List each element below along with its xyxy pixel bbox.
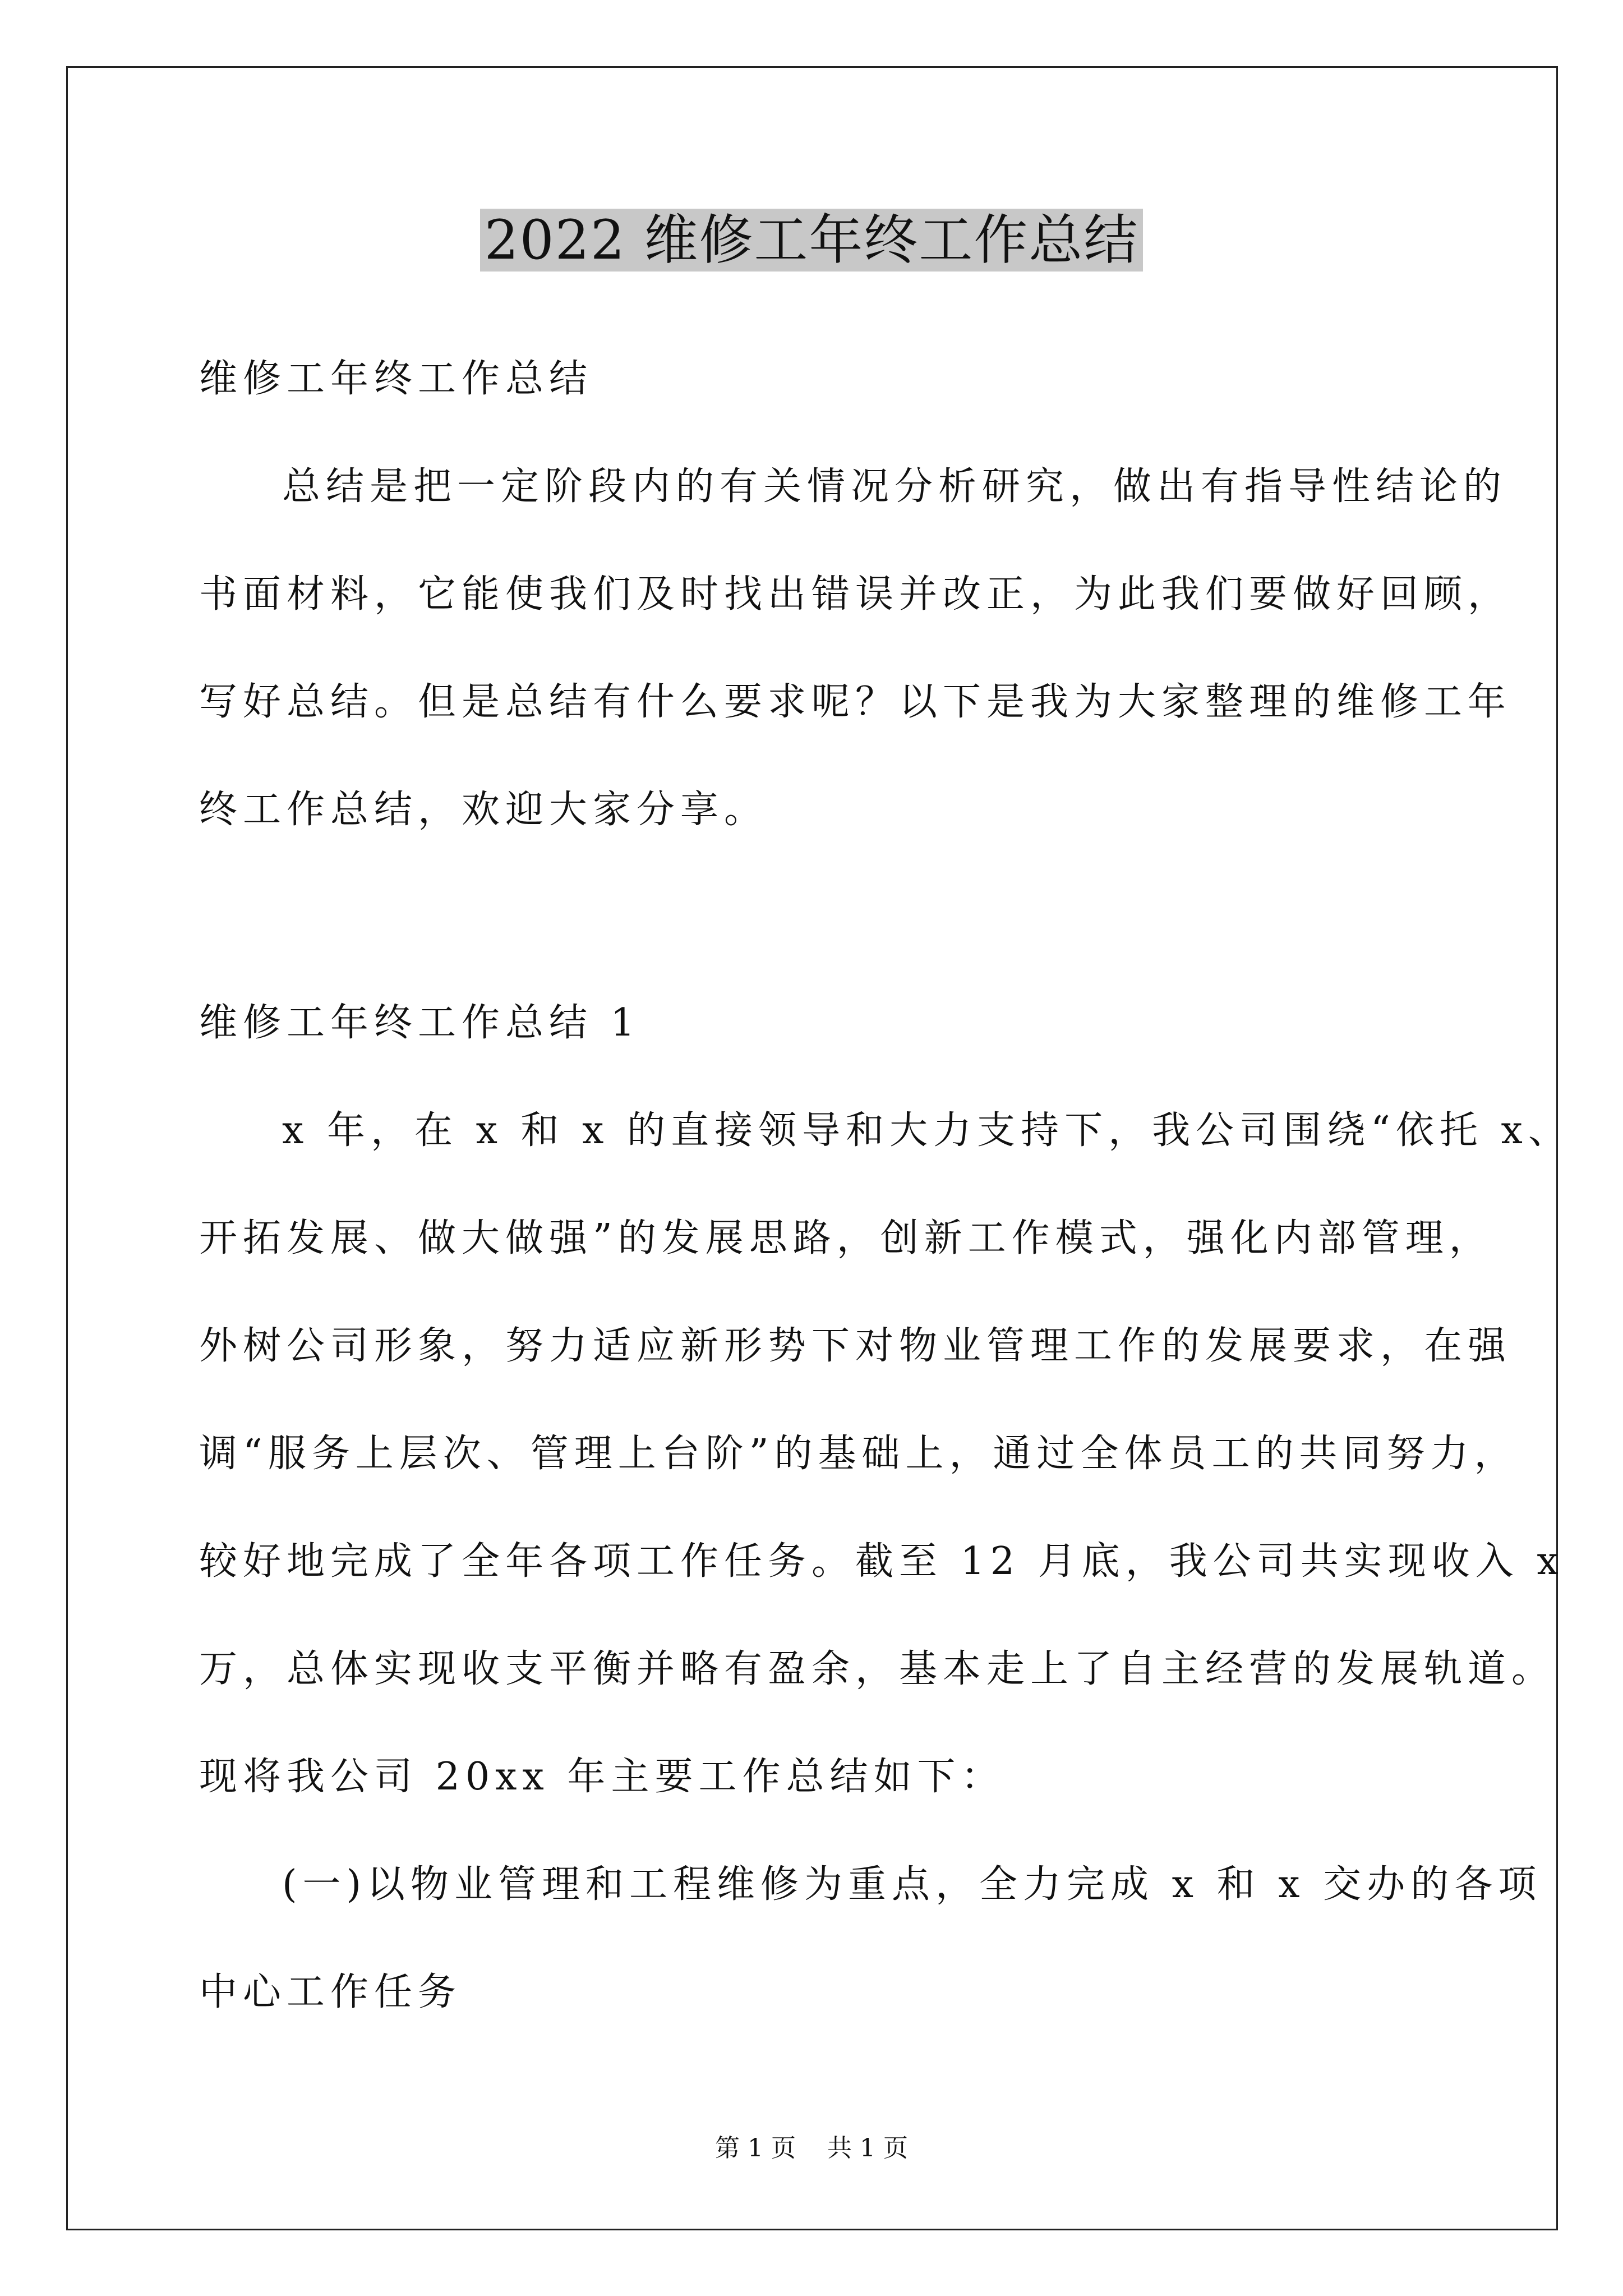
paragraph-line: x 年，在 x 和 x 的直接领导和大力支持下，我公司围绕“依托 x、 [282,1108,1572,1153]
section1-paragraph [199,1077,1572,1831]
paragraph-line: 开拓发展、做大做强”的发展思路，创新工作模式，强化内部管理， [199,1216,1493,1260]
paragraph-line: 现将我公司 20xx 年主要工作总结如下： [199,1755,1005,1799]
document-subtitle: 维修工年终工作总结 [199,357,593,401]
paragraph-line: 调“服务上层次、管理上台阶”的基础上，通过全体员工的共同努力， [199,1432,1518,1476]
document-title [0,202,1623,278]
page-footer [0,2132,1623,2165]
document-subtitle-block [199,325,1433,433]
paragraph-line: 中心工作任务 [199,1970,462,2014]
paragraph-line: 写好总结。但是总结有什么要求呢？以下是我为大家整理的维修工年 [199,680,1512,724]
paragraph-line: 较好地完成了全年各项工作任务。截至 12 月底，我公司共实现收入 x [199,1539,1564,1584]
page-total: 共 1 页 [827,2134,908,2162]
item1-paragraph [199,1831,1542,2046]
paragraph-line: 万，总体实现收支平衡并略有盈余，基本走上了自主经营的发展轨道。 [199,1647,1556,1691]
intro-paragraph [199,433,1512,864]
section-heading-block [199,969,1433,1077]
paragraph-line: 终工作总结，欢迎大家分享。 [199,788,768,832]
document-title-text: 2022 维修工年终工作总结 [480,209,1144,272]
paragraph-line: (一)以物业管理和工程维修为重点，全力完成 x 和 x 交办的各项 [282,1862,1542,1907]
paragraph-line: 总结是把一定阶段内的有关情况分析研究，做出有指导性结论的 [282,464,1507,509]
section-heading: 维修工年终工作总结 1 [199,1001,640,1045]
page-number: 第 1 页 [715,2134,796,2162]
paragraph-line: 外树公司形象，努力适应新形势下对物业管理工作的发展要求，在强 [199,1324,1512,1368]
paragraph-line: 书面材料，它能使我们及时找出错误并改正，为此我们要做好回顾， [199,572,1512,616]
